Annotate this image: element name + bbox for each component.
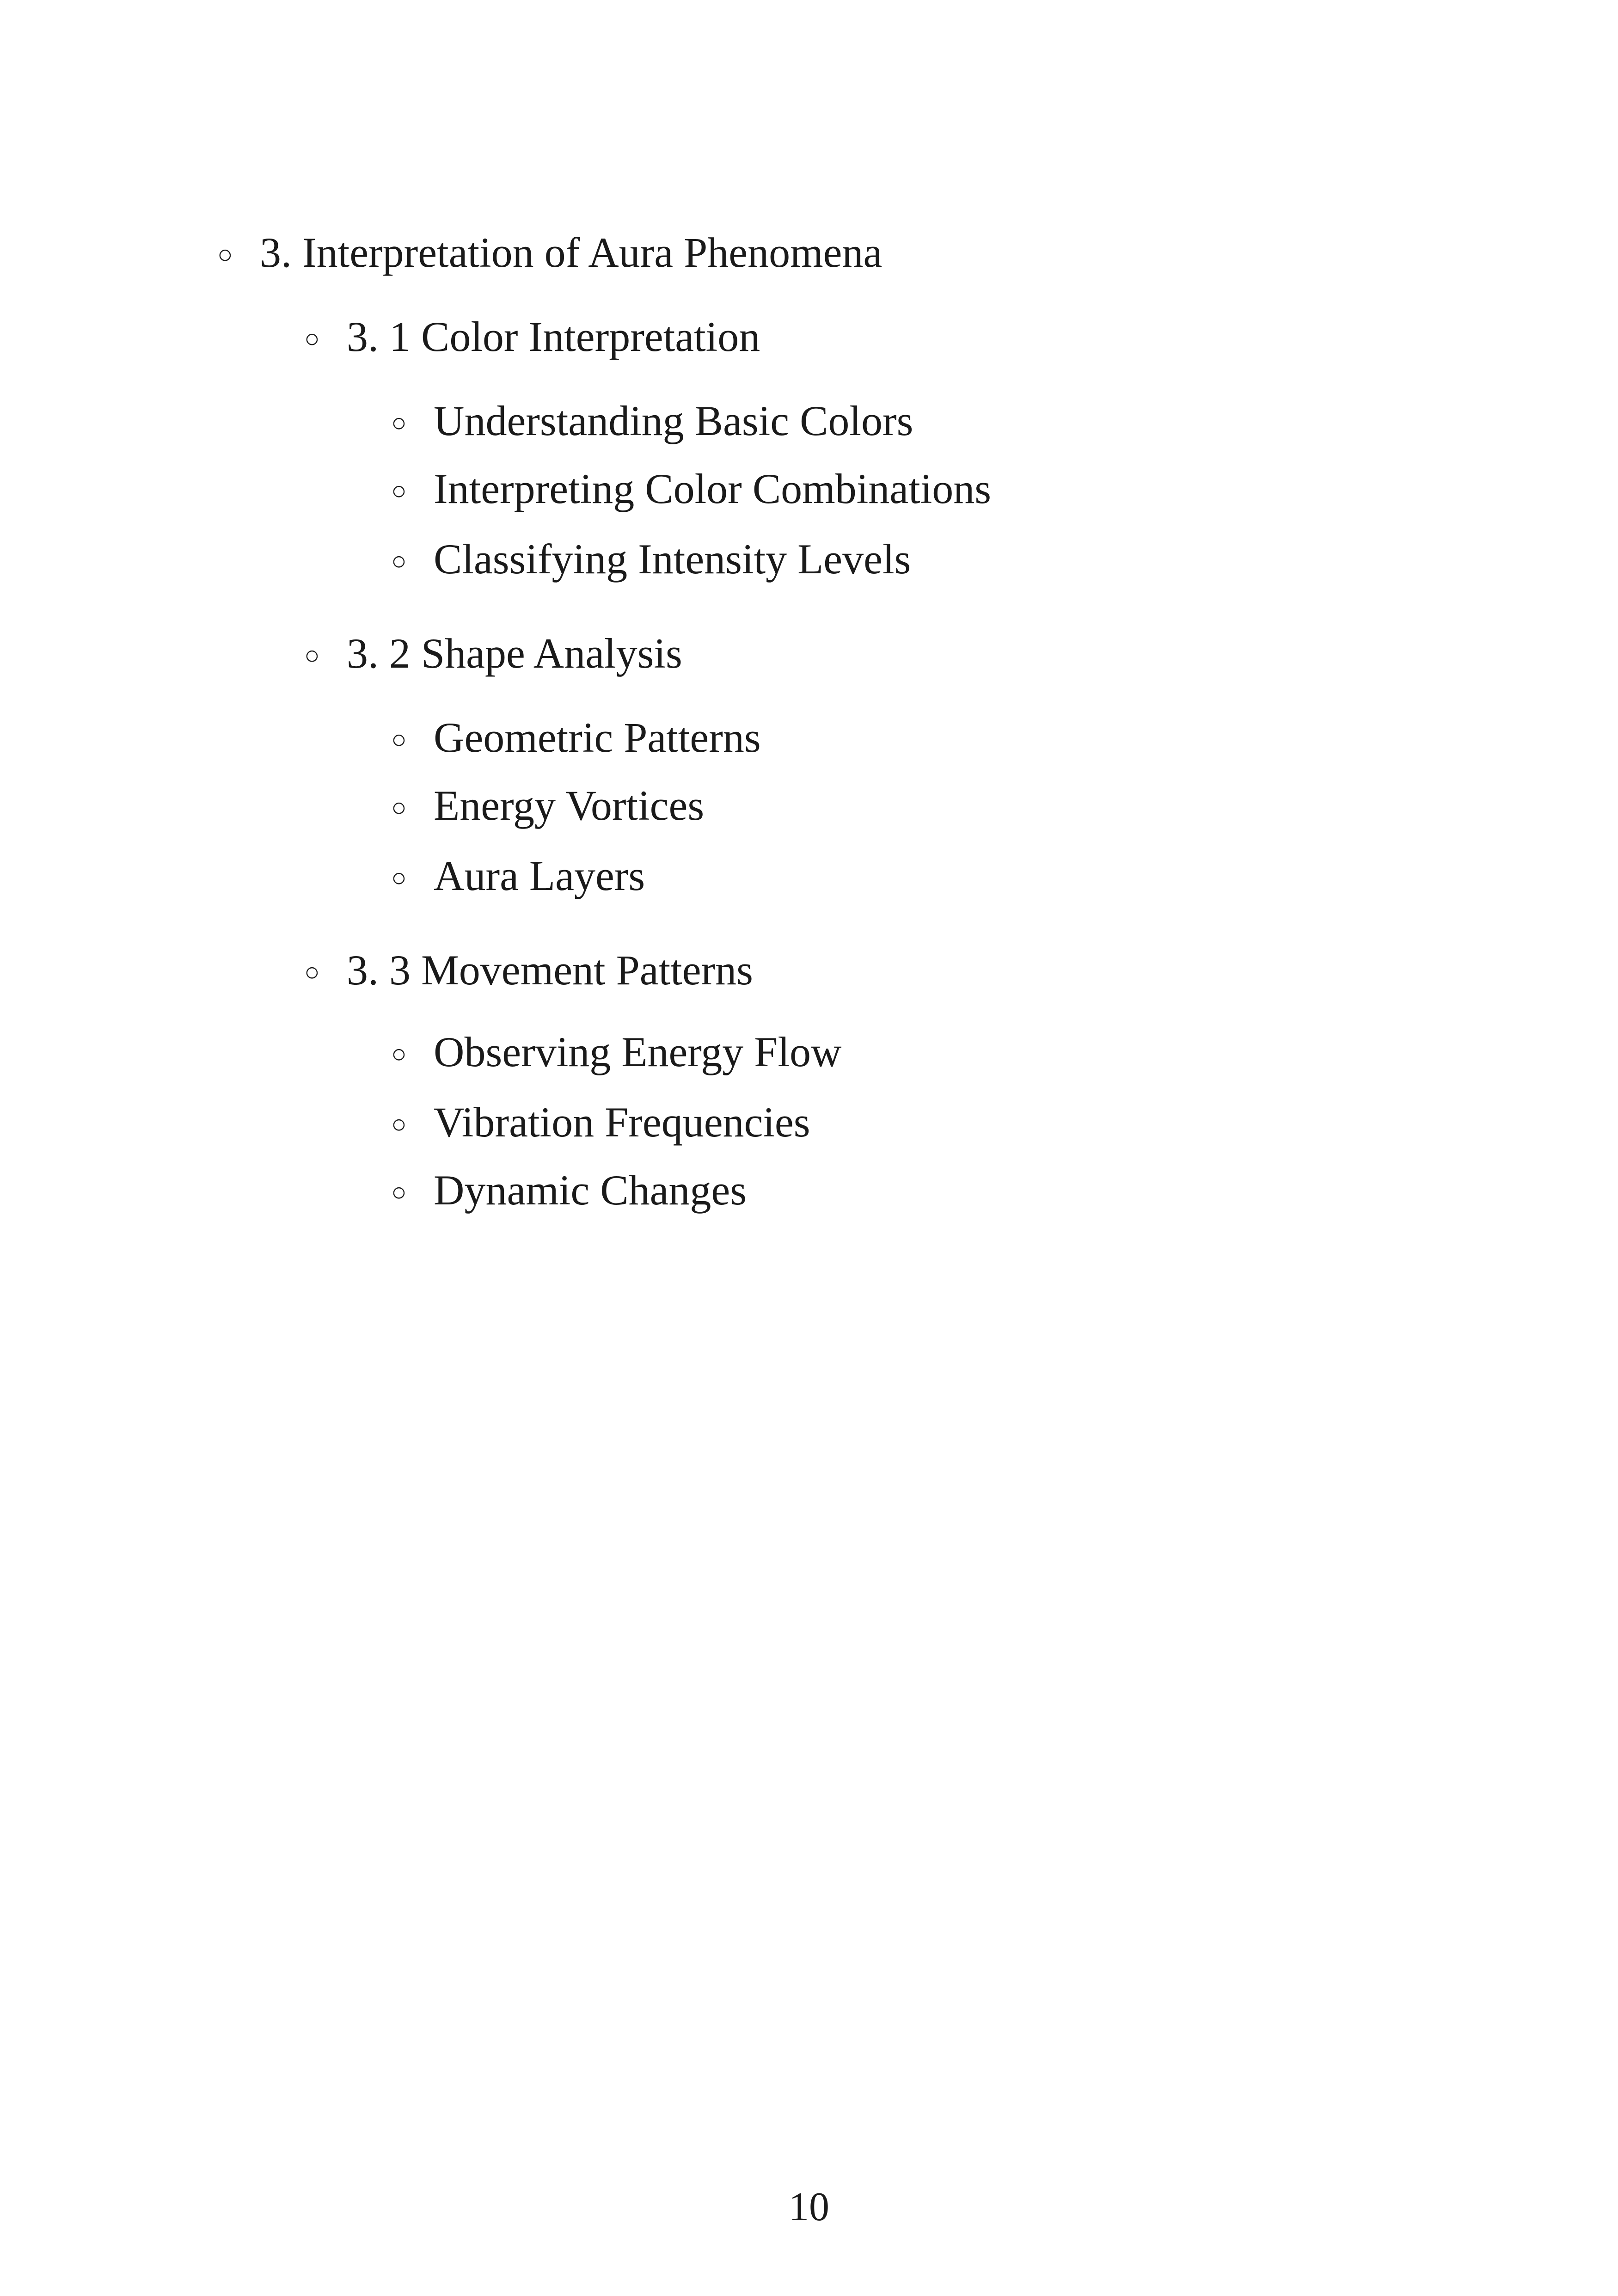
page-number: 10 <box>789 2185 829 2229</box>
outline-item-level2 <box>304 946 1465 994</box>
hollow-circle-bullet-icon: ○ <box>391 864 407 892</box>
hollow-circle-bullet-icon: ○ <box>304 958 320 987</box>
outline-item-level3 <box>391 784 1465 827</box>
outline-item-text: 3. 1 Color Interpretation <box>347 313 760 360</box>
outline-item-text: Interpreting Color Combinations <box>434 465 992 512</box>
outline-item-text: 3. 2 Shape Analysis <box>347 630 682 677</box>
outline-item-level2 <box>304 632 1465 675</box>
outline-item-text: Understanding Basic Colors <box>434 397 913 444</box>
outline-item-level3 <box>391 854 1465 897</box>
hollow-circle-bullet-icon: ○ <box>391 547 407 576</box>
outline-item-text: 3. Interpretation of Aura Phenomena <box>260 229 883 276</box>
hollow-circle-bullet-icon: ○ <box>391 1178 407 1207</box>
outline-item-text: Vibration Frequencies <box>434 1099 810 1146</box>
outline-item-level2 <box>304 315 1465 358</box>
outline-item-text: Classifying Intensity Levels <box>434 535 911 583</box>
hollow-circle-bullet-icon: ○ <box>217 240 233 269</box>
outline-item-text: Energy Vortices <box>434 782 705 829</box>
hollow-circle-bullet-icon: ○ <box>391 1040 407 1068</box>
outline-item-level3 <box>391 716 1465 759</box>
hollow-circle-bullet-icon: ○ <box>391 725 407 754</box>
outline-item-level3 <box>391 535 1465 583</box>
hollow-circle-bullet-icon: ○ <box>391 409 407 437</box>
outline-item-level3 <box>391 399 1465 442</box>
outline-item-level3 <box>391 1166 1465 1214</box>
hollow-circle-bullet-icon: ○ <box>304 641 320 670</box>
outline-item-text: 3. 3 Movement Patterns <box>347 946 753 994</box>
hollow-circle-bullet-icon: ○ <box>391 1110 407 1139</box>
outline-item-level3 <box>391 1028 1465 1075</box>
outline-item-text: Dynamic Changes <box>434 1166 747 1214</box>
outline-item-text: Observing Energy Flow <box>434 1028 842 1075</box>
outline-item-level3 <box>391 467 1465 510</box>
outline-list <box>217 217 1465 1214</box>
outline-item-text: Aura Layers <box>434 852 645 899</box>
hollow-circle-bullet-icon: ○ <box>391 793 407 822</box>
outline-item-text: Geometric Patterns <box>434 714 761 761</box>
outline-item-level3 <box>391 1099 1465 1146</box>
outline-item-level1 <box>217 231 1465 274</box>
hollow-circle-bullet-icon: ○ <box>304 325 320 353</box>
hollow-circle-bullet-icon: ○ <box>391 477 407 505</box>
